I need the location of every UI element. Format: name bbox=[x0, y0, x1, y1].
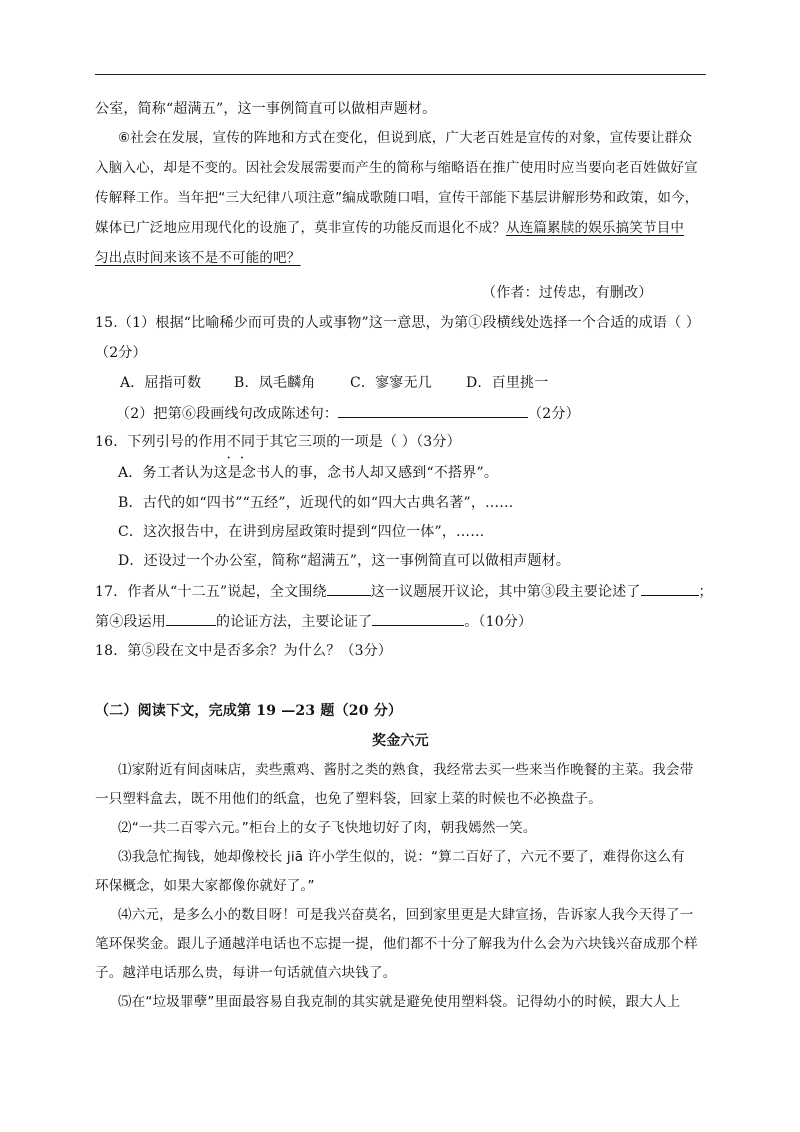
article-paragraph-line: 子。越洋电话那么贵，每讲一句话就值六块钱了。 bbox=[95, 965, 397, 981]
article-paragraph-line: ⑸在“垃圾罪孽”里面最容易自我克制的其实就是避免使用塑料袋。记得幼小的时候，跟大人上 bbox=[118, 994, 681, 1010]
question-15-options bbox=[120, 373, 548, 393]
question-17-line-1 bbox=[95, 581, 713, 602]
option-c: C．寥寥无几 bbox=[350, 375, 432, 391]
article-paragraph-line: 环保概念，如果大家都像你就好了。” bbox=[95, 878, 315, 894]
author-credit: （作者：过传忠，有删改） bbox=[482, 285, 653, 301]
underlined-sentence: 匀出点时间来该不是不可能的吧？ bbox=[95, 250, 301, 266]
underlined-sentence: 从连篇累牍的娱乐搞笑节目中 bbox=[506, 220, 685, 236]
answer-blank[interactable] bbox=[166, 611, 216, 626]
question-text: 的论证方法，主要论证了 bbox=[216, 614, 373, 630]
passage-paragraph-6-line: 传解释工作。当年把“三大纪律八项注意”编成歌随口唱，宣传干部能下基层讲解形势和政策，如今， bbox=[95, 190, 699, 206]
question-16-stem bbox=[95, 432, 461, 452]
answer-blank[interactable] bbox=[338, 403, 528, 418]
passage-paragraph-6-line: 入脑入心，却是不变的。因社会发展需要而产生的简称与缩略语在推广使用时应当要向老百姓做好宣 bbox=[95, 160, 698, 176]
question-text: 。（10分） bbox=[464, 614, 533, 630]
question-15-stem: 15.（1）根据“比喻稀少而可贵的人或事物”这一意思，为第①段横线处选择一个合适的成语（ ） bbox=[95, 315, 701, 331]
option-a: A．屈指可数 bbox=[120, 375, 202, 391]
article-title: 奖金六元 bbox=[372, 733, 429, 749]
section-heading: （二）阅读下文，完成第 19 —23 题（20 分） bbox=[95, 703, 403, 719]
question-text: 17．作者从“十二五”说起，全文围绕 bbox=[95, 584, 327, 600]
question-text: 第④段运用 bbox=[95, 614, 166, 630]
answer-blank[interactable] bbox=[641, 581, 699, 596]
question-16-option-d: D．还设过一个办公室，简称“超满五”，这一事例简直可以做相声题材。 bbox=[118, 553, 571, 569]
question-16-option-c: C．这次报告中，在讲到房屋政策时提到“四位一体”，…… bbox=[118, 524, 485, 540]
answer-blank[interactable] bbox=[327, 581, 371, 596]
article-paragraph-line: 一只塑料盒去，既不用他们的纸盒，也免了塑料袋，回家上菜的时候也不必换盘子。 bbox=[95, 791, 602, 807]
question-15-part-2 bbox=[116, 403, 580, 424]
passage-paragraph-6-line: ⑥社会在发展，宣传的阵地和方式在变化，但说到底，广大老百姓是宣传的对象，宣传要让群众 bbox=[118, 130, 693, 146]
question-15-score: （2分） bbox=[95, 345, 147, 361]
header-rule bbox=[95, 74, 706, 75]
question-16-option-a: A．务工者认为这是念书人的事，念书人却又感到“不搭界”。 bbox=[118, 465, 499, 481]
question-text: （2）把第⑥段画线句改成陈述句： bbox=[116, 406, 339, 422]
question-text: 这一议题展开议论，其中第③段主要论述了 bbox=[370, 584, 641, 600]
question-text: 其它三项的一项是（ ）（3分） bbox=[269, 434, 461, 450]
question-17-line-2 bbox=[95, 611, 532, 632]
question-18: 18．第⑤段在文中是否多余？为什么？（3分） bbox=[95, 643, 393, 659]
passage-line: 公室，简称“超满五”，这一事例简直可以做相声题材。 bbox=[95, 101, 437, 117]
article-paragraph-line: ⑵“一共二百零六元。”柜台上的女子飞快地切好了肉，朝我嫣然一笑。 bbox=[118, 820, 537, 836]
passage-text: 媒体已广泛地应用现代化的设施了，莫非宣传的功能反而退化不成？ bbox=[95, 220, 506, 236]
question-text: 16．下列引号的作用 bbox=[95, 434, 227, 450]
option-d: D．百里挑一 bbox=[466, 375, 549, 391]
option-b: B．凤毛麟角 bbox=[234, 375, 316, 391]
passage-paragraph-6-line bbox=[95, 218, 684, 238]
question-text: ； bbox=[698, 584, 713, 600]
article-paragraph-line: ⑷六元，是多么小的数目呀！可是我兴奋莫名，回到家里更是大肆宣扬，告诉家人我今天得了一 bbox=[118, 907, 694, 923]
question-16-option-b: B．古代的如“四书”“五经”，近现代的如“四大古典名著”，…… bbox=[118, 495, 514, 511]
article-paragraph-line: 笔环保奖金。跟儿子通越洋电话也不忘提一提，他们都不十分了解我为什么会为六块钱兴奋成那个样 bbox=[95, 936, 698, 952]
article-paragraph-line: ⑴家附近有间卤味店，卖些熏鸡、酱肘之类的熟食，我经常去买一些来当作晚餐的主菜。我会带 bbox=[118, 762, 694, 778]
answer-blank[interactable] bbox=[372, 611, 464, 626]
emphasis-dotted-text: 不同于 • • bbox=[227, 434, 270, 450]
article-paragraph-line: ⑶我急忙掏钱，她却像校长 jiā 许小学生似的，说：“算二百好了，六元不要了，难得你这么有 bbox=[118, 849, 685, 865]
score-label: （2分） bbox=[528, 406, 580, 422]
